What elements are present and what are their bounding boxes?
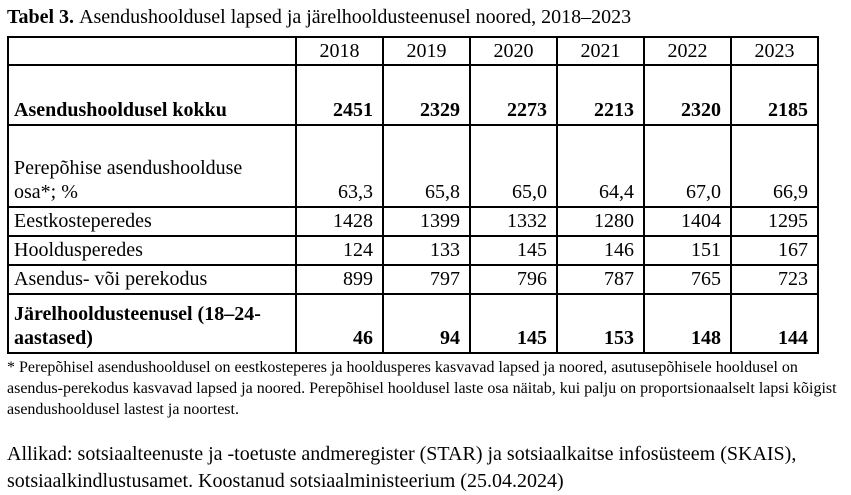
row-label: Asendus- või perekodus: [8, 265, 296, 294]
cell-value: 151: [644, 236, 731, 265]
year-header-2019: 2019: [383, 37, 470, 65]
table-row-perepohise-osa: [8, 125, 818, 207]
table-row-asendus-voi-perekodus: [8, 265, 818, 294]
cell-value: 2451: [296, 65, 383, 125]
cell-value: 66,9: [731, 125, 818, 207]
cell-value: 153: [557, 294, 644, 353]
table-caption-number: Tabel 3.: [7, 6, 75, 28]
cell-value: 145: [470, 236, 557, 265]
cell-value: 2273: [470, 65, 557, 125]
cell-value: 2329: [383, 65, 470, 125]
table-caption-text: Asendushooldusel lapsed ja järelhooldusteenusel noored, 2018–2023: [79, 6, 632, 28]
year-header-2023: 2023: [731, 37, 818, 65]
cell-value: 796: [470, 265, 557, 294]
year-header-2021: 2021: [557, 37, 644, 65]
cell-value: 723: [731, 265, 818, 294]
table-caption: [7, 6, 845, 29]
table-row-hooldusperedes: [8, 236, 818, 265]
sources-text: Allikad: sotsiaalteenuste ja -toetuste andmeregister (STAR) ja sotsiaalkaitse infosüsteem (SKAIS), sotsiaalkindlustusamet. Koostanud sotsiaalministeerium (25.04.2024): [7, 443, 797, 493]
year-header-2022: 2022: [644, 37, 731, 65]
cell-value: 1332: [470, 207, 557, 236]
row-label: Eestkosteperedes: [8, 207, 296, 236]
table-row-eestkosteperedes: [8, 207, 818, 236]
cell-value: 67,0: [644, 125, 731, 207]
table-header-row: [8, 37, 818, 65]
cell-value: 64,4: [557, 125, 644, 207]
table-row-jarelhooldusteenusel: [8, 294, 818, 353]
cell-value: 2213: [557, 65, 644, 125]
corner-cell: [8, 37, 296, 65]
cell-value: 787: [557, 265, 644, 294]
row-label: Hooldusperedes: [8, 236, 296, 265]
row-label: Perepõhise asendushoolduse osa*; %: [8, 125, 296, 207]
footnote-text: * Perepõhisel asendushooldusel on eestkosteperes ja hooldusperes kasvavad lapsed ja noored, asutusepõhisele hooldusel on asendus-perekodus kasvavad lapsed ja noored. Perepõhisel hooldusel laste osa näitab, kui palju on proportsionaalselt lapsi kõigist asendushooldusel lastest ja noortest.: [7, 359, 837, 419]
cell-value: 1404: [644, 207, 731, 236]
cell-value: 1428: [296, 207, 383, 236]
cell-value: 46: [296, 294, 383, 353]
year-header-2020: 2020: [470, 37, 557, 65]
cell-value: 2320: [644, 65, 731, 125]
cell-value: 1295: [731, 207, 818, 236]
cell-value: 63,3: [296, 125, 383, 207]
cell-value: 797: [383, 265, 470, 294]
cell-value: 145: [470, 294, 557, 353]
cell-value: 1280: [557, 207, 644, 236]
year-header-2018: 2018: [296, 37, 383, 65]
cell-value: 144: [731, 294, 818, 353]
row-label: Asendushooldusel kokku: [8, 65, 296, 125]
cell-value: 146: [557, 236, 644, 265]
cell-value: 124: [296, 236, 383, 265]
table-row-asendushooldusel-kokku: [8, 65, 818, 125]
row-label: Järelhooldusteenusel (18–24-aastased): [8, 294, 296, 353]
cell-value: 765: [644, 265, 731, 294]
cell-value: 133: [383, 236, 470, 265]
cell-value: 65,0: [470, 125, 557, 207]
cell-value: 167: [731, 236, 818, 265]
cell-value: 94: [383, 294, 470, 353]
cell-value: 65,8: [383, 125, 470, 207]
cell-value: 899: [296, 265, 383, 294]
cell-value: 2185: [731, 65, 818, 125]
statistics-table: [7, 36, 819, 354]
cell-value: 1399: [383, 207, 470, 236]
cell-value: 148: [644, 294, 731, 353]
